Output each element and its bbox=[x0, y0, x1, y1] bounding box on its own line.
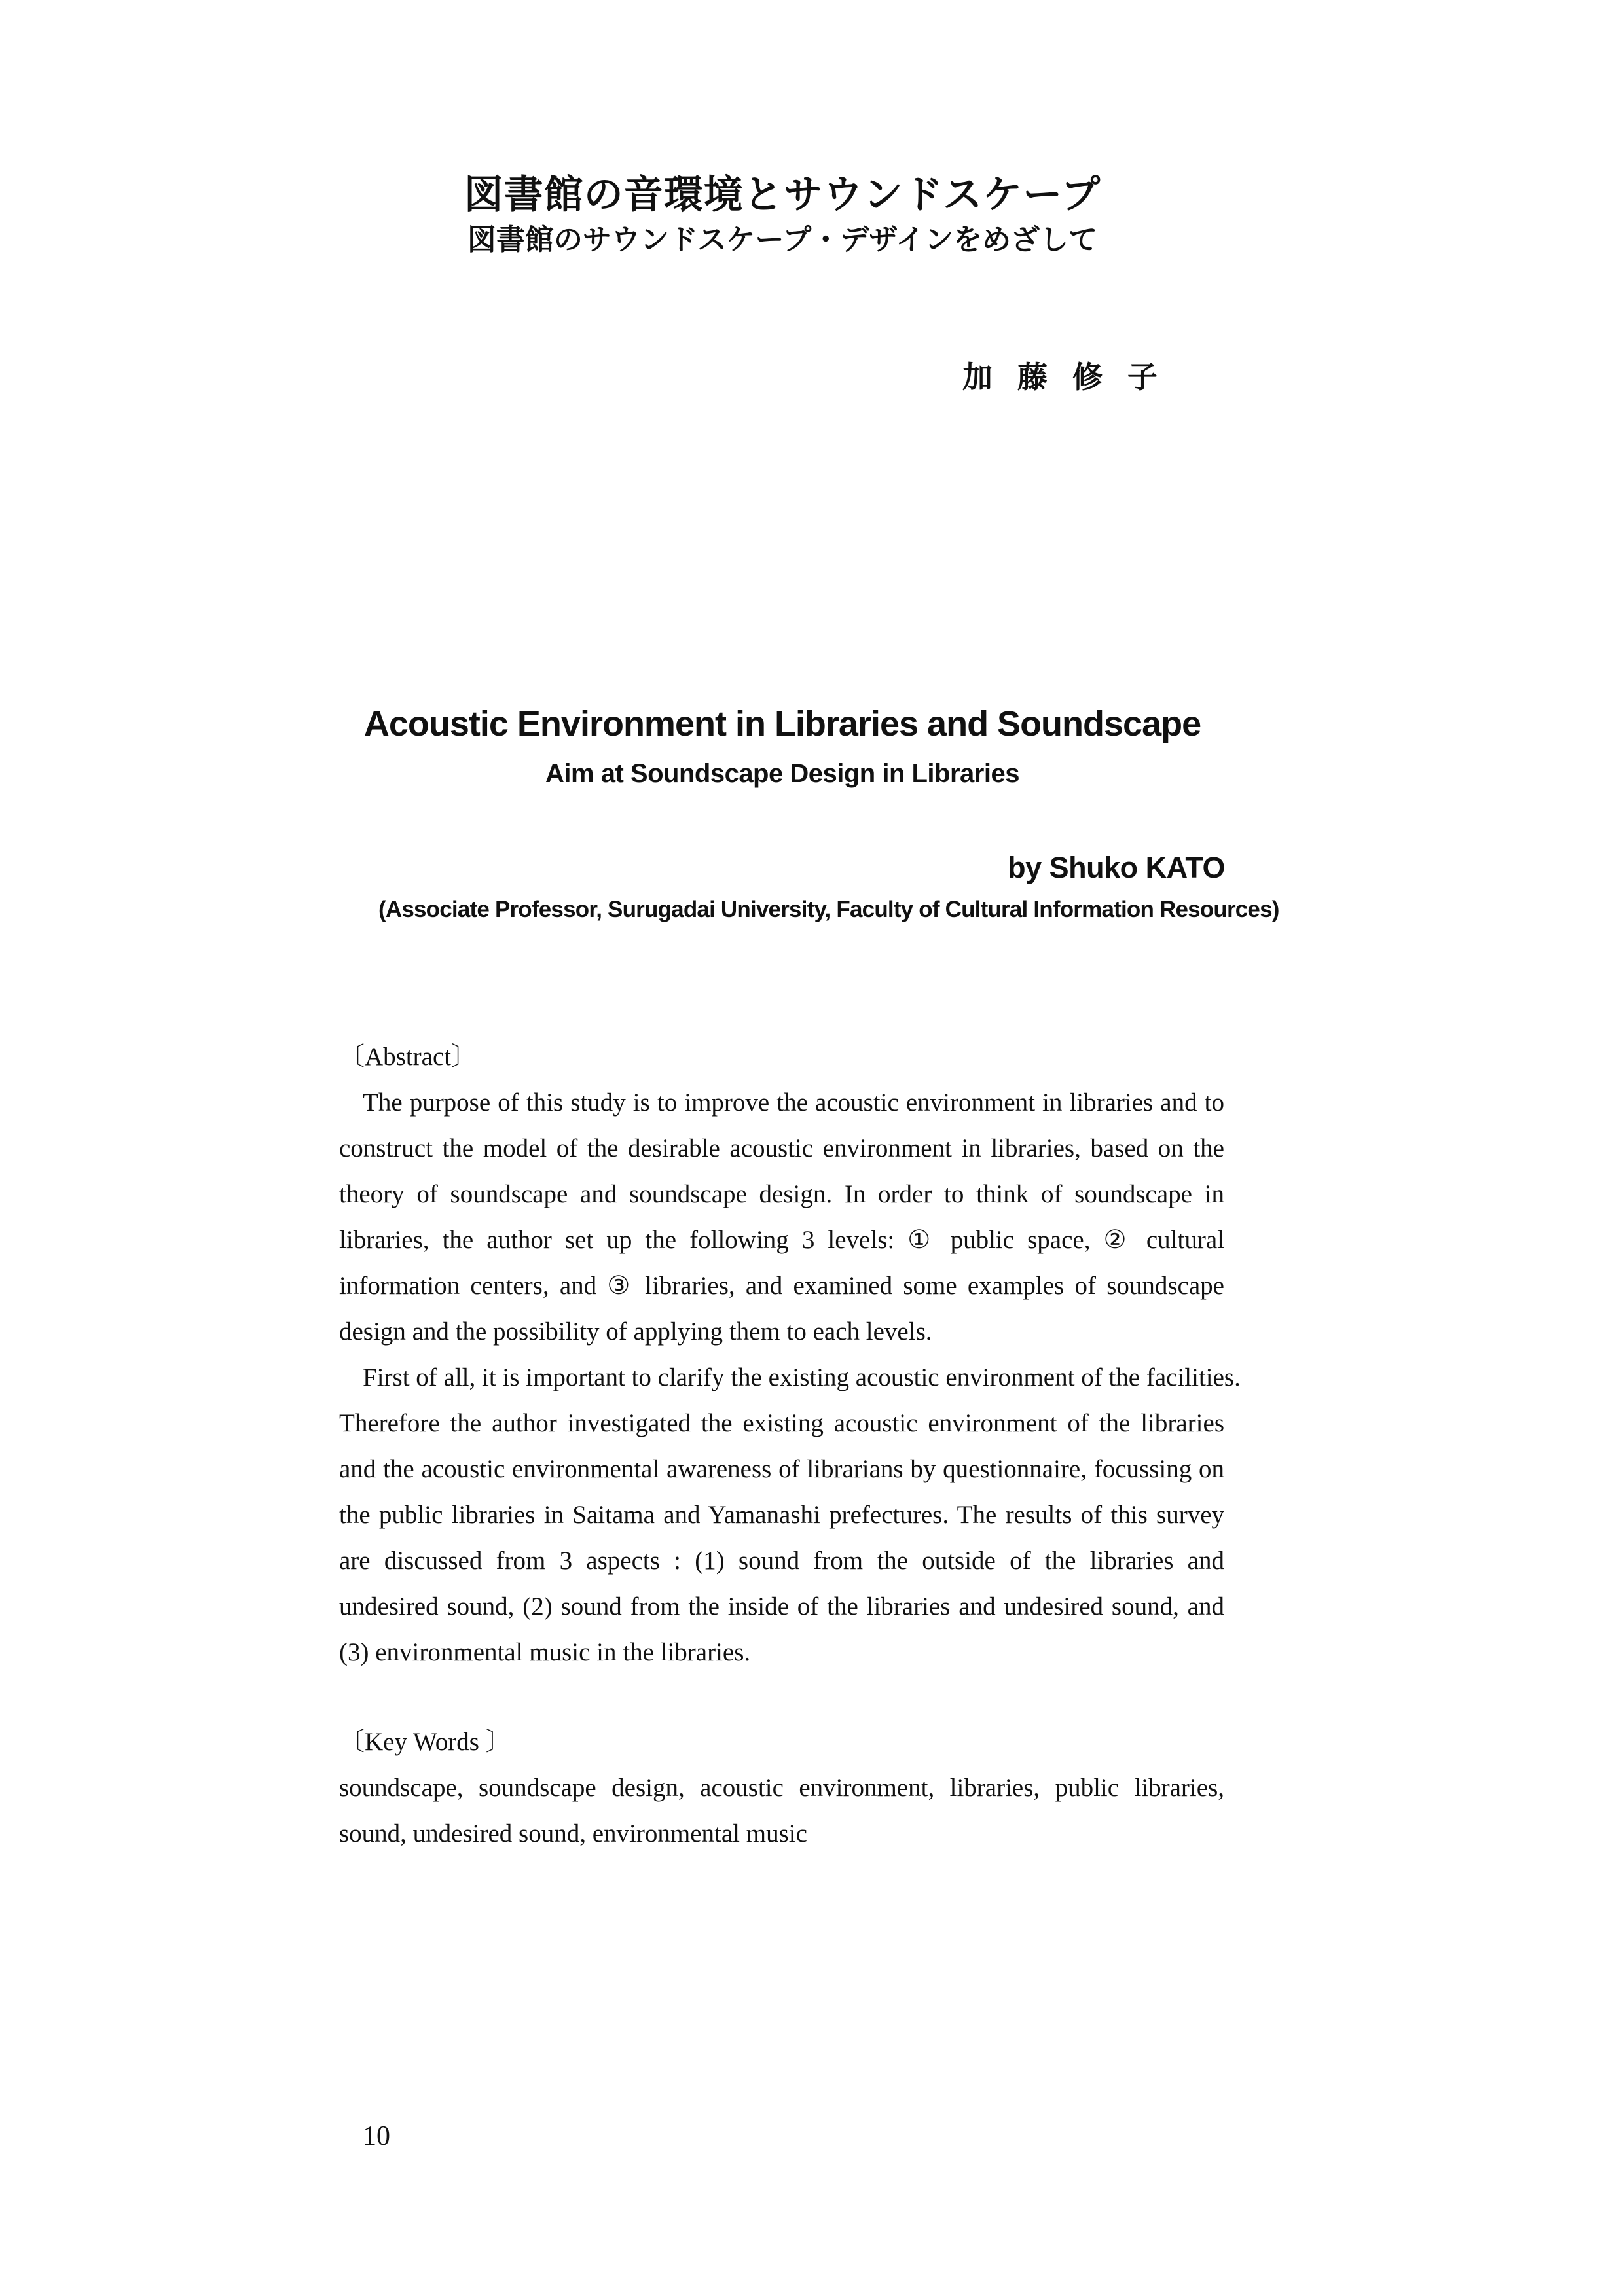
keywords-line: soundscape, soundscape design, acoustic environment, libraries, public libraries, bbox=[339, 1774, 1224, 1802]
english-subtitle: Aim at Soundscape Design in Libraries bbox=[545, 759, 1019, 788]
abstract-section bbox=[339, 1034, 1241, 1676]
abstract-line: construct the model of the desirable acoustic environment in libraries, based on the bbox=[339, 1134, 1224, 1162]
english-author: by Shuko KATO bbox=[1008, 851, 1225, 884]
abstract-line: and the acoustic environmental awareness of librarians by questionnaire, focussing on bbox=[339, 1455, 1224, 1483]
keywords-line: sound, undesired sound, environmental music bbox=[339, 1820, 807, 1848]
abstract-label: 〔Abstract〕 bbox=[339, 1043, 477, 1071]
author-affiliation: (Associate Professor, Surugadai University, Faculty of Cultural Information Resources) bbox=[378, 897, 1279, 922]
japanese-author: 加藤修子 bbox=[962, 359, 1182, 395]
abstract-line: information centers, and ③ libraries, and examined some examples of soundscape bbox=[339, 1272, 1224, 1300]
keywords-section bbox=[339, 1719, 1224, 1857]
abstract-line: (3) environmental music in the libraries. bbox=[339, 1638, 751, 1666]
abstract-line: the public libraries in Saitama and Yamanashi prefectures. The results of this survey bbox=[339, 1501, 1224, 1529]
abstract-line: Therefore the author investigated the existing acoustic environment of the libraries bbox=[339, 1409, 1224, 1437]
abstract-line: undesired sound, (2) sound from the inside of the libraries and undesired sound, and bbox=[339, 1592, 1224, 1621]
page-number: 10 bbox=[363, 2121, 390, 2151]
japanese-subtitle: 図書館のサウンドスケープ・デザインをめざして bbox=[467, 223, 1098, 257]
abstract-line: First of all, it is important to clarify the existing acoustic environment of the facilities. bbox=[363, 1363, 1241, 1391]
abstract-line: design and the possibility of applying them to each levels. bbox=[339, 1318, 932, 1346]
abstract-line: are discussed from 3 aspects : (1) sound from the outside of the libraries and bbox=[339, 1547, 1224, 1575]
abstract-line: theory of soundscape and soundscape design. In order to think of soundscape in bbox=[339, 1180, 1224, 1208]
abstract-paragraph-2 bbox=[339, 1355, 1241, 1676]
english-title: Acoustic Environment in Libraries and Soundscape bbox=[363, 704, 1201, 744]
keywords-label: 〔Key Words 〕 bbox=[339, 1728, 511, 1756]
abstract-line: The purpose of this study is to improve the acoustic environment in libraries and to bbox=[363, 1088, 1224, 1117]
abstract-line: libraries, the author set up the following 3 levels: ① public space, ② cultural bbox=[339, 1226, 1224, 1254]
japanese-title: 図書館の音環境とサウンドスケープ bbox=[464, 172, 1101, 218]
abstract-paragraph-1 bbox=[339, 1080, 1224, 1355]
